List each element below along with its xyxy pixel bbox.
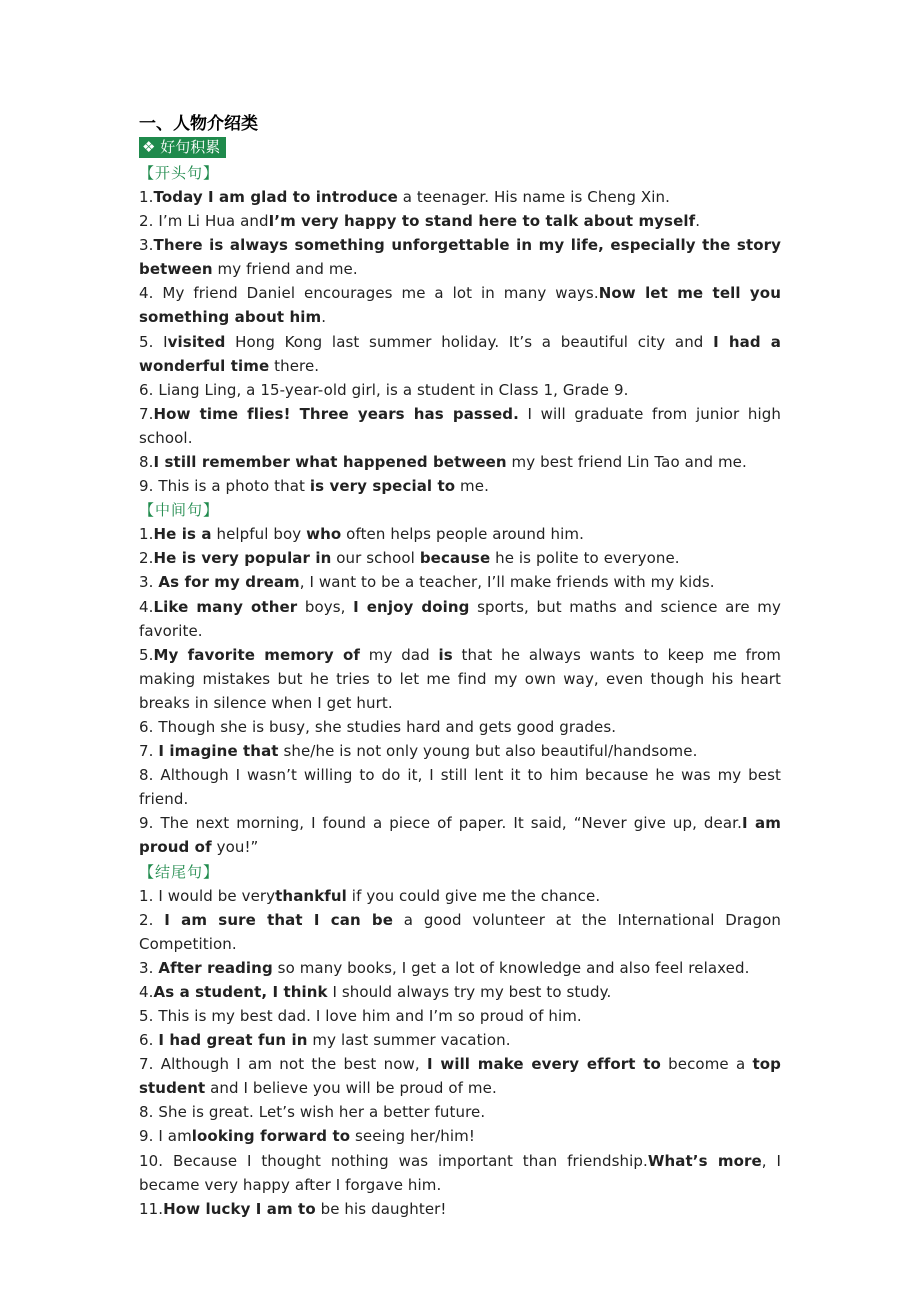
sentence-text: our school [331,549,420,568]
sentence-text: 1. I would be very [139,886,276,905]
key-phrase: How time flies! Three years has passed. [153,404,519,423]
key-phrase: visited [167,332,226,351]
sentence-text: 7. [139,742,159,761]
key-phrase: is very special to [309,477,456,496]
sentence-item [139,763,781,811]
key-phrase: I enjoy doing [353,597,470,616]
sentence-text: 6. [139,1031,159,1050]
sentence-item [139,1124,781,1148]
key-phrase: My favorite memory of [153,645,360,664]
key-phrase: is [438,645,453,664]
key-phrase: I’m very happy to stand here to talk about myself [268,212,696,231]
sentence-text: 7. [139,404,154,423]
sentence-text: he is polite to everyone. [490,549,680,568]
sentence-text: 5. [139,645,154,664]
sentence-text: 5. This is my best dad. I love him and I’m so proud of him. [139,1007,582,1025]
document-page [139,112,781,1221]
sentence-text: if you could give me the chance. [346,886,601,905]
sections-container [139,161,781,1221]
sentence-item [139,1197,781,1221]
sentence-item [139,233,781,281]
sentence-text: 9. This is a photo that [139,477,310,496]
key-phrase: Now let me tell you something about him [139,284,781,327]
sentence-item [139,811,781,859]
key-phrase: How lucky I am to [163,1199,316,1218]
sentence-text: 3. [139,958,159,977]
sentence-text: 9. The next morning, I found a piece of paper. It said, “Never give up, dear. [139,814,742,833]
subsection-title: 【中间句】 [139,501,220,520]
key-phrase: who [306,525,342,544]
sentence-text: my dad [360,645,439,664]
sentence-text: 3. [139,573,159,592]
sentence-text: 1. [139,525,154,544]
sentence-text: me. [455,477,489,496]
sentence-text: 4. [139,597,154,616]
sentence-text: 4. [139,982,154,1001]
key-phrase: thankful [275,886,347,905]
sentence-text: my best friend Lin Tao and me. [506,453,747,472]
sentence-text: 6. Liang Ling, a 15-year-old girl, is a student in Class 1, Grade 9. [139,380,629,399]
sentence-text: my friend and me. [212,260,358,279]
sentence-item [139,378,781,402]
sentence-text: 11. [139,1199,164,1218]
sentence-text: 2. I’m Li Hua and [139,212,269,231]
sentence-item [139,643,781,715]
key-phrase: There is always something unforgettable in my life, especially the story between [139,236,781,279]
key-phrase: top student [139,1055,782,1098]
good-sentences-badge: ❖ 好句积累 [139,137,226,158]
sentence-text: 8. [139,453,154,472]
sentence-text: 9. I am [139,1127,192,1146]
sentence-item [139,1100,781,1124]
sentence-item [139,956,781,980]
sentence-text: I will graduate from junior high school. [139,404,781,447]
sentence-text: 8. She is great. Let’s wish her a better future. [139,1103,486,1122]
sentence-text: be his daughter! [315,1199,447,1218]
sentence-item [139,330,781,378]
sentence-text: that he always wants to keep me from making mistakes but he tries to let me find my own way, even though his heart breaks in silence when I get hurt. [139,645,781,712]
key-phrase: He is very popular in [153,549,332,568]
sentence-item [139,185,781,209]
sentence-item [139,980,781,1004]
sentence-item [139,1004,781,1028]
key-phrase: After reading [158,958,273,977]
sentence-text: become a [660,1055,753,1074]
subsection-title: 【结尾句】 [139,862,220,881]
sentence-item [139,908,781,956]
key-phrase: because [419,549,491,568]
key-phrase: I had a wonderful time [139,332,781,375]
sentence-item [139,209,781,233]
sentence-text: you!” [211,838,259,857]
sentence-text: . [695,212,701,231]
sentence-text: a good volunteer at the International Dragon Competition. [139,910,781,953]
sentence-item [139,739,781,763]
key-phrase: He is a [153,525,212,544]
sentence-text: 8. Although I wasn’t willing to do it, I still lent it to him because he was my best friend. [139,766,781,809]
sentence-item [139,1052,781,1100]
sentence-text: 3. [139,236,154,255]
key-phrase: I will make every effort to [427,1055,661,1074]
key-phrase: As for my dream [158,573,300,592]
sentence-item [139,402,781,450]
sentence-item [139,715,781,739]
key-phrase: As a student, I think [153,982,328,1001]
key-phrase: Like many other [153,597,298,616]
sentence-item [139,570,781,594]
sentence-text: 10. Because I thought nothing was important than friendship. [139,1151,648,1170]
section-heading: 一、人物介绍类 [139,114,258,134]
sentence-item [139,522,781,546]
key-phrase: I had great fun in [158,1031,308,1050]
sentence-text: 1. [139,188,154,206]
sentence-item [139,1028,781,1052]
sentence-text: often helps people around him. [341,525,584,544]
sentence-text: 7. Although I am not the best now, [139,1055,427,1074]
sentence-item [139,450,781,474]
sentence-text: 6. Though she is busy, she studies hard and gets good grades. [139,717,617,736]
sentence-item [139,474,781,498]
sentence-text: , I became very happy after I forgave him. [139,1151,781,1194]
key-phrase: Today I am glad to introduce [153,188,398,206]
sentence-text: there. [269,356,320,375]
sentence-text: and I believe you will be proud of me. [205,1079,497,1098]
sentence-text: Hong Kong last summer holiday. It’s a beautiful city and [225,332,714,351]
sentence-text: so many books, I get a lot of knowledge and also feel relaxed. [272,958,750,977]
sentence-item [139,546,781,570]
sentence-text: boys, [297,597,354,616]
sentence-text: . [321,308,327,327]
sentence-text: I should always try my best to study. [327,982,612,1001]
sentence-text: 4. My friend Daniel encourages me a lot in many ways. [139,284,599,303]
sentence-item [139,281,781,329]
key-phrase: looking forward to [191,1127,351,1146]
key-phrase: What’s more [647,1151,762,1170]
sentence-text: seeing her/him! [350,1127,475,1146]
sentence-text: , I want to be a teacher, I’ll make friends with my kids. [299,573,715,592]
sentence-text: 2. [139,549,154,568]
sentence-text: she/he is not only young but also beautiful/handsome. [278,742,698,761]
sentence-text: my last summer vacation. [307,1031,511,1050]
key-phrase: I imagine that [158,742,279,761]
sentence-text: sports, but maths and science are my favorite. [139,597,781,640]
sentence-item [139,595,781,643]
sentence-text: a teenager. His name is Cheng Xin. [397,188,671,206]
sentence-text: helpful boy [211,525,307,544]
key-phrase: I am proud of [139,814,781,857]
subsection-title: 【开头句】 [139,164,220,182]
sentence-item [139,1149,781,1197]
key-phrase: I am sure that I can be [164,910,394,929]
sentence-item [139,884,781,908]
sentence-text: 2. [139,910,165,929]
key-phrase: I still remember what happened between [153,453,507,472]
sentence-text: 5. I [139,332,168,351]
